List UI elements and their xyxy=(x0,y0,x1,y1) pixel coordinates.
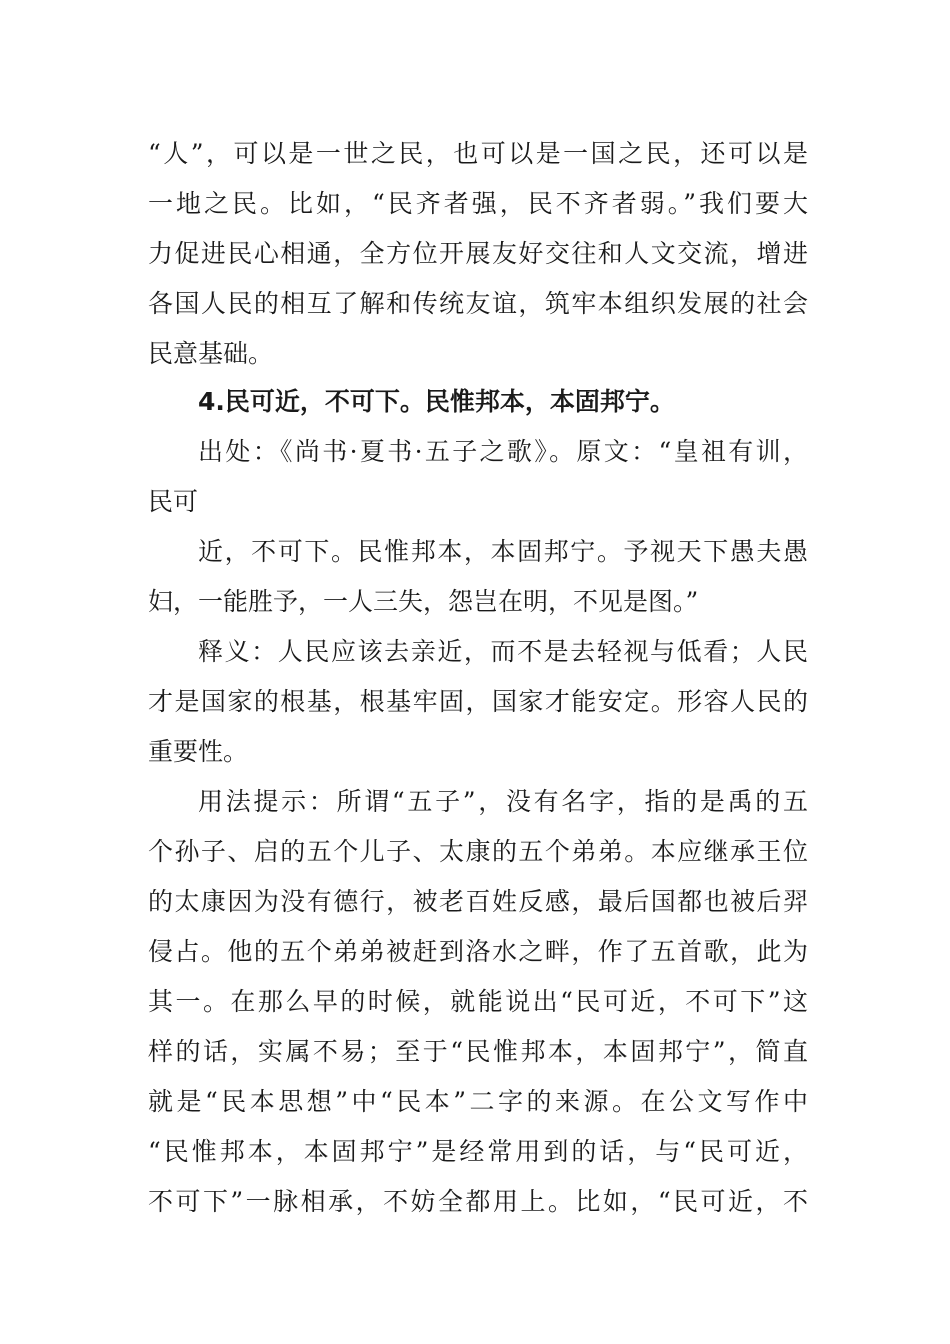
paragraph-line: 一地之民。比如，“民齐者强，民不齐者弱。”我们要大 xyxy=(148,189,808,218)
usage-line: 侵占。他的五个弟弟被赶到洛水之畔，作了五首歌，此为 xyxy=(148,937,808,966)
usage-line: 个孙子、启的五个儿子、太康的五个弟弟。本应继承王位 xyxy=(148,837,808,866)
usage-line: 就是“民本思想”中“民本”二字的来源。在公文写作中 xyxy=(148,1087,808,1116)
usage-line: 不可下”一脉相承，不妨全都用上。比如，“民可近，不 xyxy=(148,1187,808,1216)
paragraph-line: “人”，可以是一世之民，也可以是一国之民，还可以是 xyxy=(148,139,808,168)
usage-line: 用法提示：所谓“五子”，没有名字，指的是禹的五 xyxy=(198,787,808,816)
usage-line: 样的话，实属不易；至于“民惟邦本，本固邦宁”，简直 xyxy=(148,1037,808,1066)
usage-line: 的太康因为没有德行，被老百姓反感，最后国都也被后羿 xyxy=(148,887,808,916)
paragraph-line: 民意基础。 xyxy=(148,339,274,368)
source-line: 妇，一能胜予，一人三失，怨岂在明，不见是图。” xyxy=(148,587,699,616)
section-heading: 4.民可近，不可下。民惟邦本，本固邦宁。 xyxy=(198,387,675,416)
source-line: 近，不可下。民惟邦本，本固邦宁。予视天下愚夫愚 xyxy=(198,537,808,566)
source-line: 民可 xyxy=(148,487,199,516)
paragraph-line: 各国人民的相互了解和传统友谊，筑牢本组织发展的社会 xyxy=(148,289,808,318)
paragraph-line: 力促进民心相通，全方位开展友好交往和人文交流，增进 xyxy=(148,239,808,268)
usage-line: 其一。在那么早的时候，就能说出“民可近，不可下”这 xyxy=(148,987,808,1016)
source-line: 出处：《尚书·夏书·五子之歌》。原文：“皇祖有训， xyxy=(198,437,808,466)
meaning-line: 释义：人民应该去亲近，而不是去轻视与低看；人民 xyxy=(198,637,808,666)
usage-line: “民惟邦本，本固邦宁”是经常用到的话，与“民可近， xyxy=(148,1137,808,1166)
meaning-line: 重要性。 xyxy=(148,737,249,766)
meaning-line: 才是国家的根基，根基牢固，国家才能安定。形容人民的 xyxy=(148,687,808,716)
